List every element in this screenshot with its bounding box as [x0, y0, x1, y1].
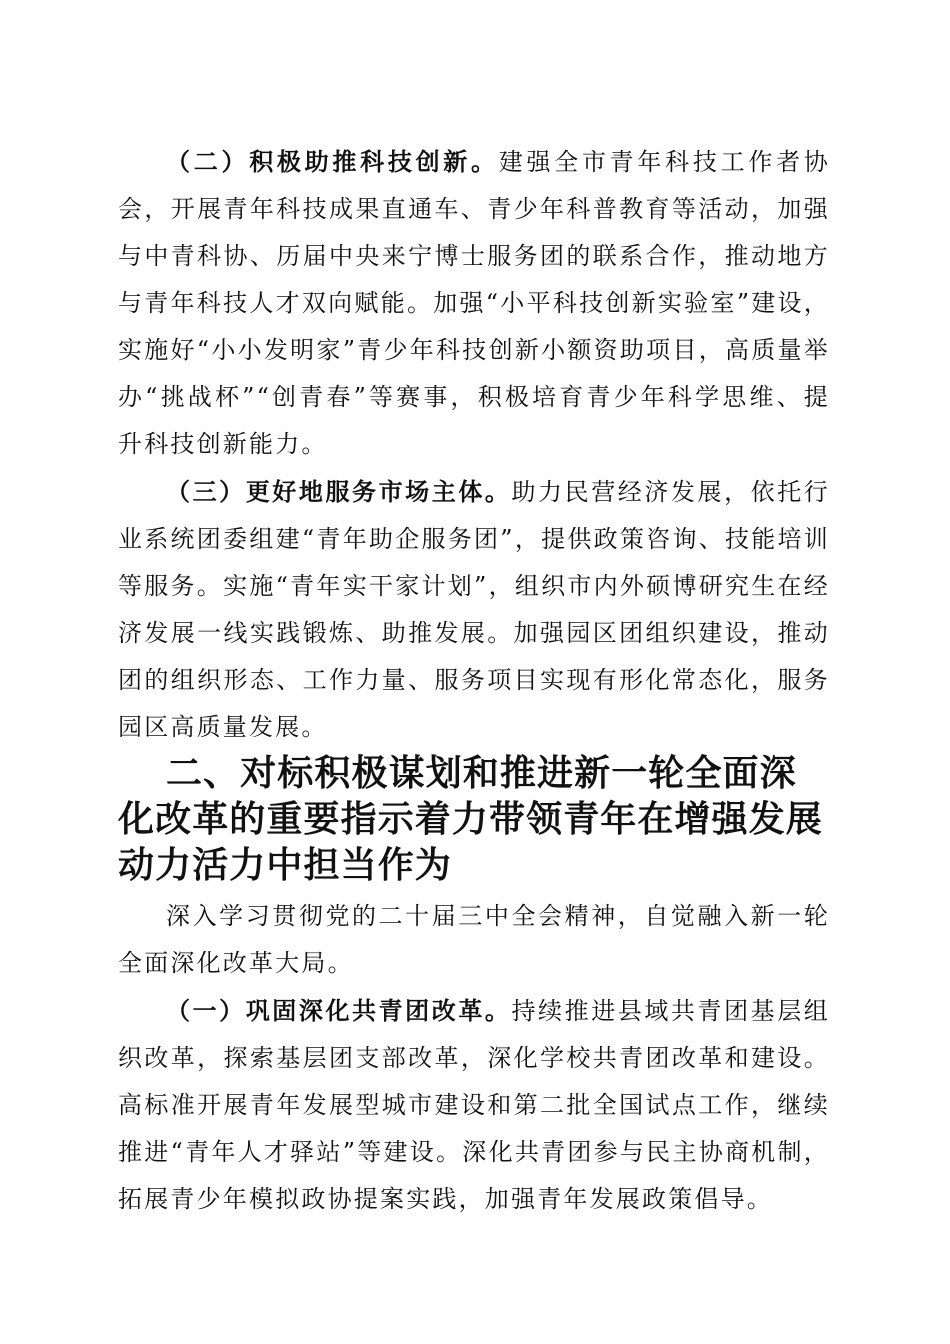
paragraph-lead: （三）更好地服务市场主体。 [166, 477, 512, 506]
paragraph-section-intro: 深入学习贯彻党的二十届三中全会精神，自觉融入新一轮全面深化改革大局。 [118, 902, 830, 977]
paragraph-league-reform [118, 987, 830, 1223]
document-body [118, 138, 830, 1223]
paragraph-market-entities [118, 468, 830, 751]
paragraph-lead: （一）巩固深化共青团改革。 [166, 996, 512, 1025]
paragraph-body: 建强全市青年科技工作者协会，开展青年科技成果直通车、青少年科普教育等活动，加强与中青科协、历届中央来宁博士服务团的联系合作，推动地方与青年科技人才双向赋能。加强“小平科技创新实验室”建设，实施好“小小发明家”青少年科技创新小额资助项目，高质量举办“挑战杯”“创青春”等赛事，积极培育青少年科学思维、提升科技创新能力。 [118, 148, 830, 458]
paragraph-lead: （二）积极助推科技创新。 [166, 147, 499, 176]
paragraph-tech-innovation [118, 138, 830, 468]
section-heading: 二、对标积极谋划和推进新一轮全面深化改革的重要指示着力带领青年在增强发展动力活力中担当作为 [118, 753, 823, 886]
paragraph-body: 助力民营经济发展，依托行业系统团委组建“青年助企服务团”，提供政策咨询、技能培训等服务。实施“青年实干家计划”，组织市内外硕博研究生在经济发展一线实践锻炼、助推发展。加强园区团组织建设，推动团的组织形态、工作力量、服务项目实现有形化常态化，服务园区高质量发展。 [118, 478, 830, 741]
paragraph-body: 持续推进县域共青团基层组织改革，探索基层团支部改革，深化学校共青团改革和建设。高标准开展青年发展型城市建设和第二批全国试点工作，继续推进“青年人才驿站”等建设。深化共青团参与民主协商机制，拓展青少年模拟政协提案实践，加强青年发展政策倡导。 [118, 997, 830, 1213]
